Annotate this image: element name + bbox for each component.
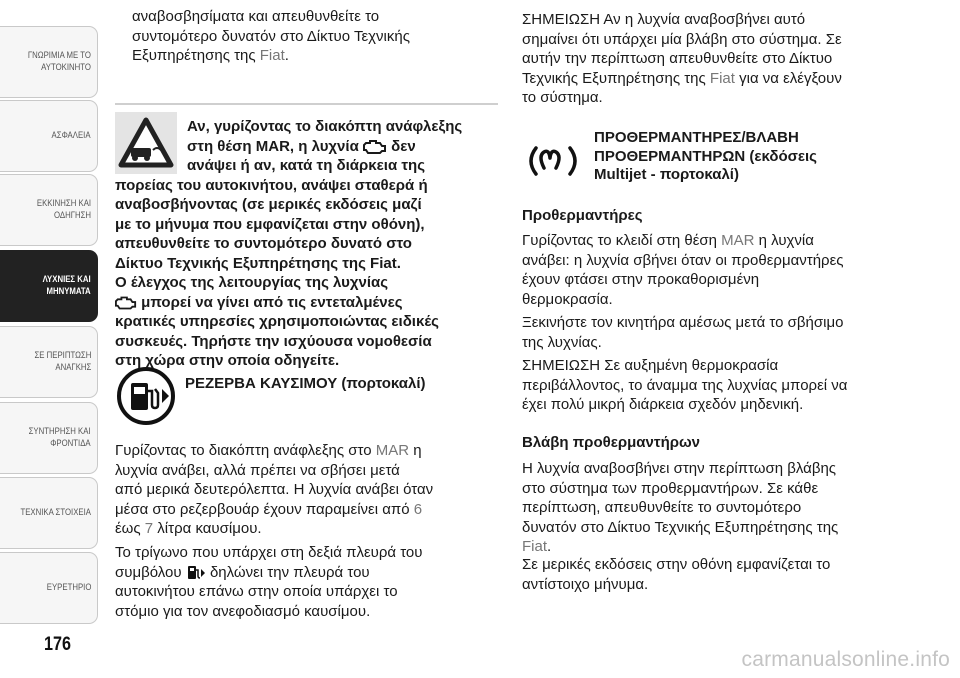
text-line: στη χώρα στην οποία οδηγείτε. (115, 352, 340, 369)
text-line: θερμοκρασία. (522, 290, 613, 308)
text-line: Ο έλεγχος της λειτουργίας της λυχνίας (115, 274, 389, 291)
section-heading: Multijet - πορτοκαλί) (594, 166, 739, 183)
tab-label: ΤΕΧΝΙΚΑ ΣΤΟΙΧΕΙΑ (20, 507, 91, 518)
tab-label: ΣΕ ΠΕΡΙΠΤΩΣΗ ΑΝΑΓΚΗΣ (34, 350, 91, 373)
text-line: . (547, 538, 552, 555)
text-line: . (284, 47, 289, 64)
text-line: Αν, γυρίζοντας το διακόπτη ανάφλεξης (187, 118, 463, 135)
section-heading: ΠΡΟΘΕΡΜΑΝΤΗΡΩΝ (εκδόσεις (594, 147, 817, 165)
text-line: Εξυπηρέτησης της (132, 47, 260, 64)
text-line: μπορεί να γίνει από τις εντεταλμένες (137, 293, 403, 311)
litre-value: 6 (413, 500, 423, 518)
text-line: λυχνία ανάβει, αλλά πρέπει να σβήσει μετά (115, 461, 400, 479)
text-line: στη θέση MAR, η λυχνία (187, 137, 363, 155)
text-line: συντομότερο δυνατόν στο Δίκτυο Τεχνικής (132, 27, 410, 45)
section-heading: ΡΕΖΕΡΒΑ ΚΑΥΣΙΜΟΥ (πορτοκαλί) (185, 375, 426, 392)
text-line: έως (115, 520, 145, 537)
text-line: Γυρίζοντας το διακόπτη ανάφλεξης στο (115, 442, 376, 459)
text-line: στο σύστημα των προθερμαντήρων. Σε κάθε (522, 479, 819, 497)
engine-check-icon (363, 139, 387, 155)
tab-label: ΕΚΚΙΝΗΣΗ ΚΑΙ ΟΔΗΓΗΣΗ (36, 198, 91, 221)
start-engine-paragraph (522, 313, 922, 352)
fuel-reserve-heading (115, 374, 499, 394)
text-line: ανάψει ή αν, κατά τη διάρκεια της (187, 157, 426, 174)
text-line: Το τρίγωνο που υπάρχει στη δεξιά πλευρά του (115, 544, 423, 561)
subheading-glow-plugs (522, 206, 922, 226)
page-number: 176 (44, 634, 71, 655)
tab-emergency[interactable] (0, 326, 98, 398)
subheading: Προθερμαντήρες (522, 207, 643, 224)
text-line: αναβοσβησίματα και απευθυνθείτε το (132, 8, 380, 25)
text-line: της λυχνίας. (522, 333, 602, 351)
text-line: πορείας του αυτοκινήτου, ανάψει σταθερά ή (115, 176, 428, 194)
text-line: δηλώνει την πλευρά του (205, 563, 370, 581)
text-line: με το μήνυμα που εμφανίζεται στην οθόνη), (115, 215, 425, 233)
text-line: για να ελέγξουν (734, 69, 842, 87)
section-divider (115, 103, 498, 105)
text-line: συμβόλου (115, 563, 186, 581)
watermark: carmanualsonline.info (741, 648, 950, 671)
tab-technical-data[interactable] (0, 477, 98, 549)
display-message-paragraph (522, 555, 922, 594)
text-line: ΣΗΜΕΙΩΣΗ Σε αυξημένη θερμοκρασία (522, 357, 779, 374)
text-line: περίπτωση, απευθυνθείτε το συντομότερο (522, 499, 802, 516)
tab-starting-driving[interactable] (0, 174, 98, 246)
text-line: απευθυνθείτε το συντομότερο δυνατό στο (115, 235, 412, 252)
tab-index[interactable] (0, 552, 98, 624)
engine-check-icon (115, 295, 137, 311)
text-line: Σε μερικές εκδόσεις στην οθόνη εμφανίζεται το (522, 556, 831, 573)
tab-warning-lights[interactable] (0, 250, 98, 322)
litre-value: 7 (144, 520, 154, 537)
text-line: στόμιο για τον ανεφοδιασμό καυσίμου. (115, 602, 371, 620)
text-line: αναβοσβήνοντας (σε μερικές εκδόσεις μαζί (115, 196, 422, 213)
fuel-reserve-paragraph (115, 441, 499, 539)
text-line: δυνατόν στο Δίκτυο Τεχνικής Εξυπηρέτησης της (522, 518, 839, 536)
mar-position: MAR (375, 442, 410, 459)
glow-plug-heading (522, 129, 922, 185)
text-line: αυτοκινήτου επάνω στην οποία υπάρχει το (115, 583, 398, 600)
text-line: λίτρα καυσίμου. (153, 520, 262, 537)
text-line: ανάβει: η λυχνία σβήνει όταν οι προθερμαντήρες (522, 251, 844, 269)
fault-paragraph (522, 459, 922, 557)
glow-plug-paragraph (522, 231, 922, 309)
triangle-paragraph (115, 543, 499, 621)
brand-fiat: Fiat (709, 69, 735, 87)
tab-getting-to-know[interactable] (0, 26, 98, 98)
text-line: το σύστημα. (522, 89, 603, 106)
section-heading: ΠΡΟΘΕΡΜΑΝΤΗΡΕΣ/ΒΛΑΒΗ (594, 129, 799, 146)
text-line: έχει πολύ μικρή διάρκεια σχεδόν μηδενική. (522, 396, 804, 413)
tab-label: ΓΝΩΡΙΜΙΑ ΜΕ ΤΟ ΑΥΤΟΚΙΝΗΤΟ (27, 50, 91, 73)
text-line: Ξεκινήστε τον κινητήρα αμέσως μετά το σβήσιμο (522, 314, 844, 331)
text-line: από μερικά δευτερόλεπτα. Η λυχνία ανάβει όταν (115, 481, 434, 498)
brand-fiat: Fiat (522, 538, 548, 555)
subheading-glow-plug-fault (522, 433, 922, 453)
mar-position: MAR (721, 232, 755, 249)
text-line: έχουν φτάσει στην προκαθορισμένη (522, 271, 760, 288)
text-line: Η λυχνία αναβοσβήνει στην περίπτωση βλάβης (522, 460, 837, 477)
text-line: αντίστοιχο μήνυμα. (522, 575, 649, 593)
text-line: Τεχνικής Εξυπηρέτησης της (522, 69, 710, 87)
text-line: κρατικές υπηρεσίες χρησιμοποιώντας ειδικές (115, 313, 439, 330)
text-line: Γυρίζοντας το κλειδί στη θέση (522, 232, 722, 249)
note-paragraph (522, 10, 922, 108)
text-line: σημαίνει ότι υπάρχει μία βλάβη στο σύστημα. Σε (522, 30, 842, 48)
temperature-note (522, 356, 922, 415)
text-line: ΣΗΜΕΙΩΣΗ Αν η λυχνία αναβοσβήνει αυτό (522, 11, 806, 28)
left-intro-paragraph (115, 7, 499, 66)
subheading: Βλάβη προθερμαντήρων (522, 434, 701, 451)
text-line: η λυχνία (754, 232, 814, 249)
warning-box-text (115, 117, 499, 371)
fuel-pump-icon (186, 564, 206, 581)
tab-label: ΛΥΧΝΙΕΣ ΚΑΙ ΜΗΝΥΜΑΤΑ (42, 274, 91, 297)
text-line: αυτήν την περίπτωση απευθυνθείτε στο Δίκτυο (522, 50, 833, 67)
tab-safety[interactable] (0, 100, 98, 172)
chapter-tabs (0, 0, 100, 630)
text-line: μέσα στο ρεζερβουάρ έχουν παραμείνει από (115, 500, 414, 518)
text-line: Δίκτυο Τεχνικής Εξυπηρέτησης της Fiat. (115, 254, 401, 272)
text-line: η (409, 442, 422, 459)
tab-label: ΣΥΝΤΗΡΗΣΗ ΚΑΙ ΦΡΟΝΤΙΔΑ (28, 426, 91, 449)
text-line: δεν (386, 137, 416, 155)
tab-maintenance[interactable] (0, 402, 98, 474)
text-line: συσκευές. Τηρήστε την ισχύουσα νομοθεσία (115, 332, 432, 350)
brand-fiat: Fiat (259, 47, 285, 64)
tab-label: ΕΥΡΕΤΗΡΙΟ (46, 582, 91, 593)
text-line: περιβάλλοντος, το άναμμα της λυχνίας μπορεί να (522, 376, 848, 394)
tab-label: ΑΣΦΑΛΕΙΑ (52, 130, 91, 141)
